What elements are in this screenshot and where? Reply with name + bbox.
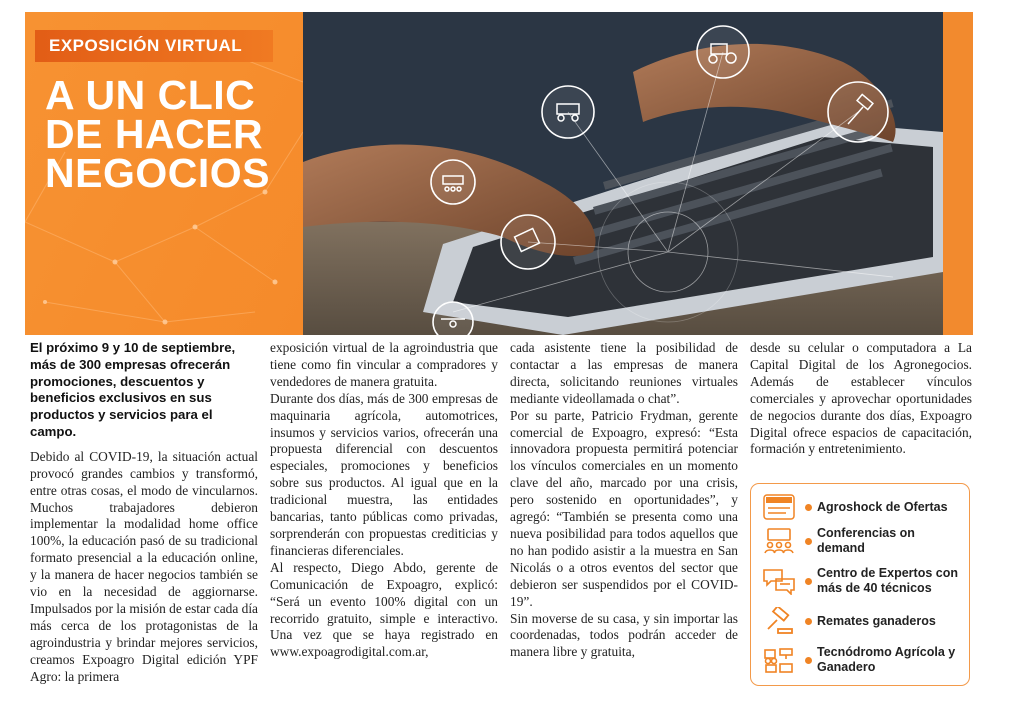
features-box xyxy=(750,483,970,686)
feature-label: Centro de Expertos con más de 40 técnicos xyxy=(817,566,958,595)
conference-icon xyxy=(759,526,799,556)
tag-icon xyxy=(501,215,555,269)
feature-item-experts xyxy=(759,560,964,602)
hero-banner xyxy=(25,12,973,335)
headline-line: NEGOCIOS xyxy=(45,150,270,196)
gavel-icon xyxy=(759,606,799,636)
bullet-dot xyxy=(805,538,812,545)
article-paragraph: Por su parte, Patricio Frydman, gerente comercial de Expoagro, expresó: “Esta innovadora propuesta permitirá potenciar los vínculos comerciales en un momento clave del año, marcado por una crisis, pero sostenido en oportunidades”, y agregó: “También se presenta como una nueva posibilidad para todos aquellos que no han podido asistir a la muestra en San Nicolás o a otros eventos del sector que debieron ser suspendidos por el COVID-19”. xyxy=(510,407,738,609)
article-paragraph: Al respecto, Diego Abdo, gerente de Comunicación de Expoagro, explicó: “Será un evento 100% digital con un recorrido gratuito, simple e interactivo. Una vez que se haya registrado en www.expoagrodigital.com.ar, xyxy=(270,559,498,660)
agroshock-badge-icon xyxy=(759,492,799,522)
feature-item-agroshock xyxy=(759,490,964,524)
machinery-icon xyxy=(759,645,799,675)
feature-label: Agroshock de Ofertas xyxy=(817,499,948,514)
bullet-dot xyxy=(805,618,812,625)
chat-bubbles-icon xyxy=(759,566,799,596)
article-lead: El próximo 9 y 10 de septiembre, más de 300 empresas ofrecerán promociones, descuentos y beneficios exclusivos en sus productos y servicios para el campo. xyxy=(30,340,236,439)
article-paragraph: Debido al COVID-19, la situación actual provocó grandes cambios y transformó, entre otras cosas, el modo de vincularnos. Muchos trabajadores debieron implementar la modalidad home office 100%, la educación pasó de su tradicional formato presencial a la educación online, y la manera de hacer negocios también se vio en la necesidad de aggiornarse. Impulsados por la misión de estar cada día más cerca de los protagonistas de la agroindustria y brindar mejores servicios, creamos Expoagro Digital edición YPF Agro: la primera xyxy=(30,448,258,684)
tractor-icon xyxy=(697,26,749,78)
article-paragraph: cada asistente tiene la posibilidad de contactar a las empresas de manera directa, solicitando reuniones virtuales mediante videollamada o chat”. xyxy=(510,340,738,406)
conference-icon xyxy=(431,160,475,204)
headline-line: DE HACER xyxy=(45,111,264,157)
hero-side-strip xyxy=(943,12,973,335)
feature-item-auctions xyxy=(759,604,964,638)
headline-line: A UN CLIC xyxy=(45,72,256,118)
bullet-dot xyxy=(805,578,812,585)
bullet-dot xyxy=(805,657,812,664)
bullet-dot xyxy=(805,504,812,511)
feature-label: Remates ganaderos xyxy=(817,613,936,628)
headline xyxy=(45,72,345,196)
section-kicker: EXPOSICIÓN VIRTUAL xyxy=(35,30,273,62)
article-paragraph: desde su celular o computadora a La Capital Digital de los Agronegocios. Además de establecer vínculos comerciales y aprovechar oportunidades de negocios durante dos días, Expoagro Digital ofrece espacios de capacitación, formación y entretenimiento. xyxy=(750,340,972,457)
article-paragraph: Durante dos días, más de 300 empresas de maquinaria agrícola, automotrices, insumos y servicios varios, ofrecerán una propuesta diferencial con descuentos especiales, promociones y beneficios sobre sus productos. Al igual que en la tradicional muestra, las entidades bancarias, tanto públicas como privadas, sorprenderán con propuestas crediticias y financieras diferenciales. xyxy=(270,390,498,558)
article-column-4 xyxy=(750,340,972,458)
article-paragraph: Sin moverse de su casa, y sin importar las coordenadas, todos podrán acceder de manera libre y gratuita, xyxy=(510,610,738,660)
feature-item-tecnodromo xyxy=(759,639,964,681)
feature-item-conferences xyxy=(759,524,964,558)
article-column-2 xyxy=(270,340,498,661)
article-paragraph: exposición virtual de la agroindustria que tiene como fin vincular a compradores y vendedores de manera gratuita. xyxy=(270,340,498,389)
feature-label: Tecnódromo Agrícola y Ganadero xyxy=(817,645,956,674)
article-column-3 xyxy=(510,340,738,661)
harvester-icon xyxy=(542,86,594,138)
laptop-photo xyxy=(303,12,943,335)
feature-label: Conferencias on demand xyxy=(817,526,915,555)
article-column-1 xyxy=(30,340,258,685)
